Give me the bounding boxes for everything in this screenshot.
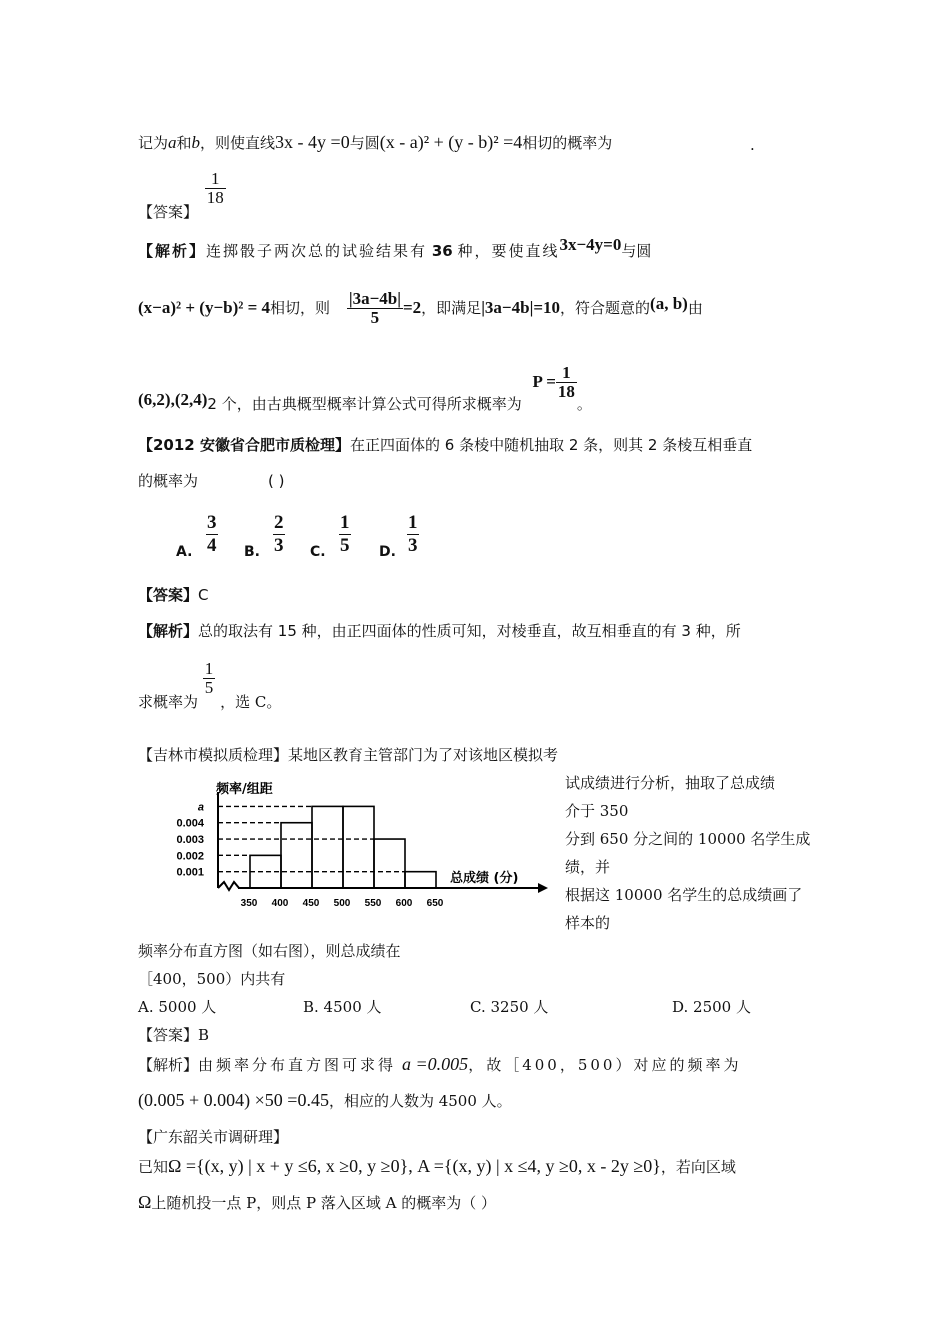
q4-stem-line2: Ω上随机投一点 P，则点 P 落入区域 A 的概率为（ ） xyxy=(138,1192,497,1212)
y-axis-title: 频率/组距 xyxy=(216,782,273,797)
histogram-bar xyxy=(312,806,343,888)
q1-analysis-line3: (6,2),(2,4)2 个，由古典概型概率计算公式可得所求概率为 P = $\frac{1}{18}$ 。 xyxy=(138,363,592,413)
q2-answer: 【答案】C xyxy=(138,586,209,604)
option-fraction: 1 3 xyxy=(408,512,418,556)
x-axis-break xyxy=(218,882,239,890)
option-fraction: 3 4 xyxy=(207,512,217,556)
q3-analysis-line1: 【解析】由频率分布直方图可求得 a =0.005，故［400，500）对应的频率为 xyxy=(138,1054,742,1074)
x-tick-label: 600 xyxy=(395,898,413,909)
y-tick-label: a xyxy=(197,801,204,814)
q3-text-after: 频率分布直方图（如右图），则总成绩在 xyxy=(138,942,401,960)
q3-text-range: ［400，500）内共有 xyxy=(138,970,286,988)
histogram-bar xyxy=(343,806,374,888)
q1-answer: 【答案】 $\frac{1}{18}$ xyxy=(138,169,224,221)
histogram-chart xyxy=(160,780,550,915)
option-label: C. xyxy=(310,544,326,560)
y-tick-label: 0.003 xyxy=(176,834,204,847)
q3-side-line-4: 绩，并 xyxy=(565,858,611,876)
q3-side-line-5: 根据这 10000 名学生的总成绩画了 xyxy=(565,886,803,904)
histogram-bar xyxy=(281,823,312,888)
q1-stem-end: . xyxy=(750,136,755,154)
x-tick-label: 500 xyxy=(333,898,351,909)
q4-stem-line1: 已知Ω ={(x, y) | x + y ≤6, x ≥0, y ≥0}, A ={(x, y) | x ≤4, y ≥0, x - 2y ≥0}，若向区域 xyxy=(138,1156,736,1176)
x-tick-label: 550 xyxy=(364,898,382,909)
option-fraction: 2 3 xyxy=(274,512,284,556)
q3-choice-d[interactable]: D. 2500 人 xyxy=(672,998,751,1016)
histogram-bar xyxy=(374,839,405,888)
q3-choice-c[interactable]: C. 3250 人 xyxy=(470,998,549,1016)
x-tick-label: 400 xyxy=(271,898,289,909)
q2-analysis-line1: 【解析】总的取法有 15 种，由正四面体的性质可知，对棱垂直，故互相垂直的有 3 种，所 xyxy=(138,622,741,640)
q2-stem-line1: 【2012 安徽省合肥市质检理】在正四面体的 6 条棱中随机抽取 2 条，则其 2 条棱互相垂直 xyxy=(138,436,753,454)
option-label: D. xyxy=(379,544,396,560)
q3-side-line-6: 样本的 xyxy=(565,914,611,932)
x-axis-arrow xyxy=(538,883,548,893)
q3-intro: 【吉林市模拟质检理】某地区教育主管部门为了对该地区模拟考 xyxy=(138,746,559,764)
x-axis-title: 总成绩 (分) xyxy=(450,871,519,886)
q3-side-line-3: 分到 650 分之间的 10000 名学生成 xyxy=(565,830,811,848)
q1-analysis-line2: (x−a)² + (y−b)² = 4相切，则 $\frac{|3a-4b|}{5}$ =2，即满足|3a−4b|=10，符合题意的(a, b)由 xyxy=(138,289,703,327)
q2-analysis-line2: 求概率为 $\frac{1}{5}$ ，选 C。 xyxy=(138,659,282,711)
q3-answer: 【答案】B xyxy=(138,1026,210,1044)
q2-stem-line2: 的概率为 ( ) xyxy=(138,472,285,490)
y-tick-label: 0.004 xyxy=(176,817,204,830)
q3-choice-b[interactable]: B. 4500 人 xyxy=(303,998,382,1016)
option-label: B. xyxy=(244,544,260,560)
option-label: A. xyxy=(176,544,193,560)
histogram-bar xyxy=(405,872,436,888)
x-tick-label: 650 xyxy=(426,898,444,909)
x-tick-label: 350 xyxy=(240,898,258,909)
q4-source: 【广东韶关市调研理】 xyxy=(138,1128,289,1146)
q1-stem-line: 记为a和b，则使直线3x - 4y =0与圆(x - a)² + (y - b)² =4相切的概率为 xyxy=(138,132,613,152)
q3-side-line-1: 试成绩进行分析，抽取了总成绩 xyxy=(565,774,776,792)
q3-choice-a[interactable]: A. 5000 人 xyxy=(138,998,217,1016)
y-tick-label: 0.002 xyxy=(176,850,204,863)
option-fraction: 1 5 xyxy=(340,512,350,556)
q1-analysis-line1: 【解析】连掷骰子两次总的试验结果有 36 种，要使直线3x−4y=0与圆 xyxy=(138,235,652,260)
x-tick-label: 450 xyxy=(302,898,320,909)
q3-side-line-2: 介于 350 xyxy=(565,802,629,820)
q3-analysis-line2: (0.005 + 0.004) ×50 =0.45，相应的人数为 4500 人。 xyxy=(138,1090,512,1110)
y-tick-label: 0.001 xyxy=(176,866,204,879)
